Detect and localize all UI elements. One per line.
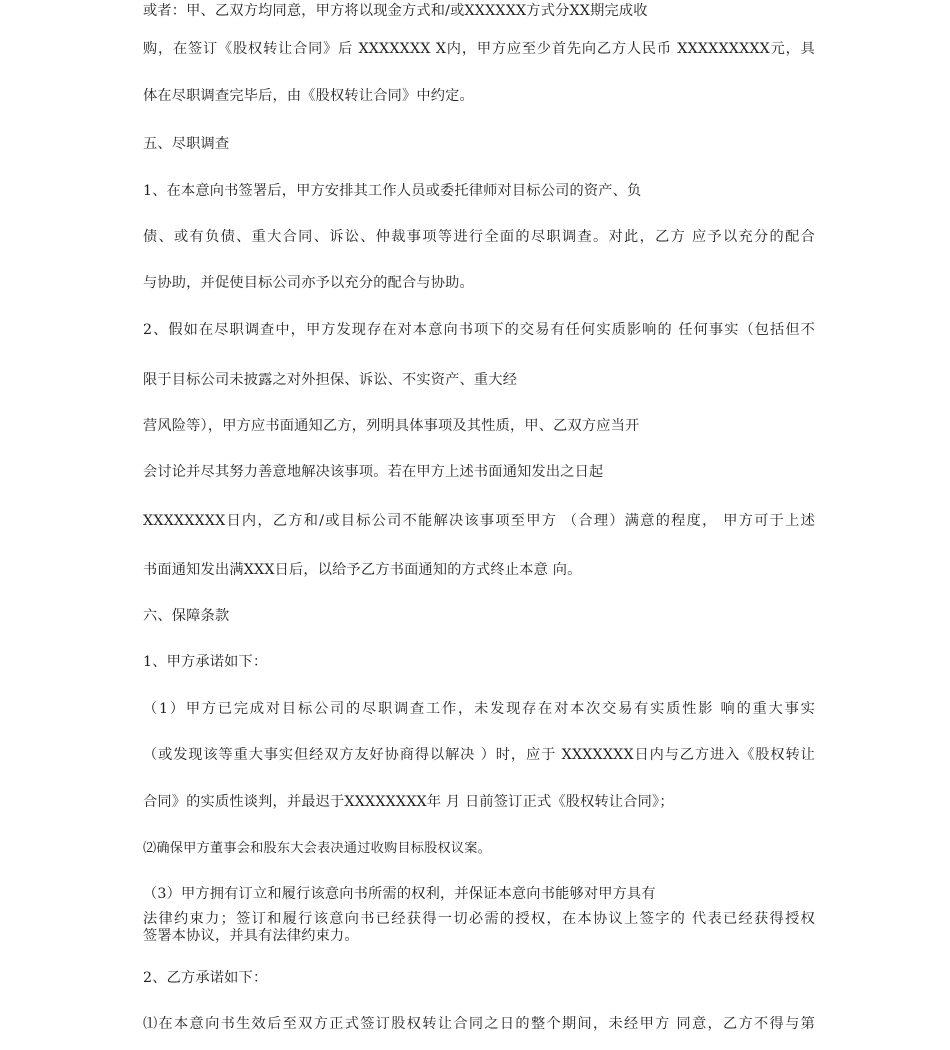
text-line-19: ⑵确保甲方董事会和股东大会表决通过收购目标股权议案。: [143, 841, 492, 856]
text-line-18: 合同》的实质性谈判，并最迟于XXXXXXXX年 月 日前签订正式《股权转让合同》；: [143, 794, 674, 810]
text-line-16: （1）甲方已完成对目标公司的尽职调查工作，未发现存在对本次交易有实质性影 响的重大事实: [143, 701, 815, 717]
text-line-23: 2、乙方承诺如下：: [143, 970, 268, 986]
text-line-10: 营风险等），甲方应书面通知乙方，列明具体事项及其性质，甲、乙双方应当开: [143, 418, 640, 434]
text-line-5: 1、在本意向书签署后，甲方安排其工作人员或委托律师对目标公司的资产、负: [143, 183, 642, 199]
text-line-20: （3）甲方拥有订立和履行该意向书所需的权利，并保证本意向书能够对甲方具有: [143, 886, 656, 902]
text-line-22: 签署本协议，并具有法律约束力。: [143, 928, 359, 944]
text-line-2: 购，在签订《股权转让合同》后 XXXXXXX X内，甲方应至少首先向乙方人民币 XXXXXXXXX元，具: [143, 41, 815, 57]
section-heading-guarantees: 六、保障条款: [143, 608, 230, 624]
text-line-3: 体在尽职调查完毕后，由《股权转让合同》中约定。: [143, 88, 474, 104]
text-line-24: ⑴在本意向书生效后至双方正式签订股权转让合同之日的整个期间，未经甲方 同意，乙方不得与第: [143, 1016, 815, 1032]
text-line-11: 会讨论并尽其努力善意地解决该事项。若在甲方上述书面通知发出之日起: [143, 464, 604, 480]
text-line-7: 与协助，并促使目标公司亦予以充分的配合与协助。: [143, 275, 474, 291]
text-line-21: 法律约束力；签订和履行该意向书已经获得一切必需的授权，在本协议上签字的 代表已经获得授权: [143, 911, 815, 927]
text-line-17: （或发现该等重大事实但经双方友好协商得以解决 ）时，应于 XXXXXXX日内与乙方进入《股权转让: [143, 747, 815, 763]
text-line-1: 或者：甲、乙双方均同意，甲方将以现金方式和/或XXXXXX方式分XX期完成收: [143, 3, 648, 19]
text-line-6: 债、或有负债、重大合同、诉讼、仲裁事项等进行全面的尽职调查。对此，乙方 应予以充分的配合: [143, 229, 815, 245]
text-line-8: 2、假如在尽职调查中，甲方发现存在对本意向书项下的交易有任何实质影响的 任何事实（包括但不: [143, 322, 815, 338]
text-line-13: 书面通知发出满XXX日后，以给予乙方书面通知的方式终止本意 向。: [143, 562, 582, 578]
text-line-12: XXXXXXXX日内，乙方和/或目标公司不能解决该事项至甲方 （合理）满意的程度， 甲方可于上述: [143, 513, 815, 529]
text-line-15: 1、甲方承诺如下：: [143, 654, 268, 670]
section-heading-due-diligence: 五、尽职调查: [143, 136, 230, 152]
text-line-9: 限于目标公司未披露之对外担保、诉讼、不实资产、重大经: [143, 372, 518, 388]
